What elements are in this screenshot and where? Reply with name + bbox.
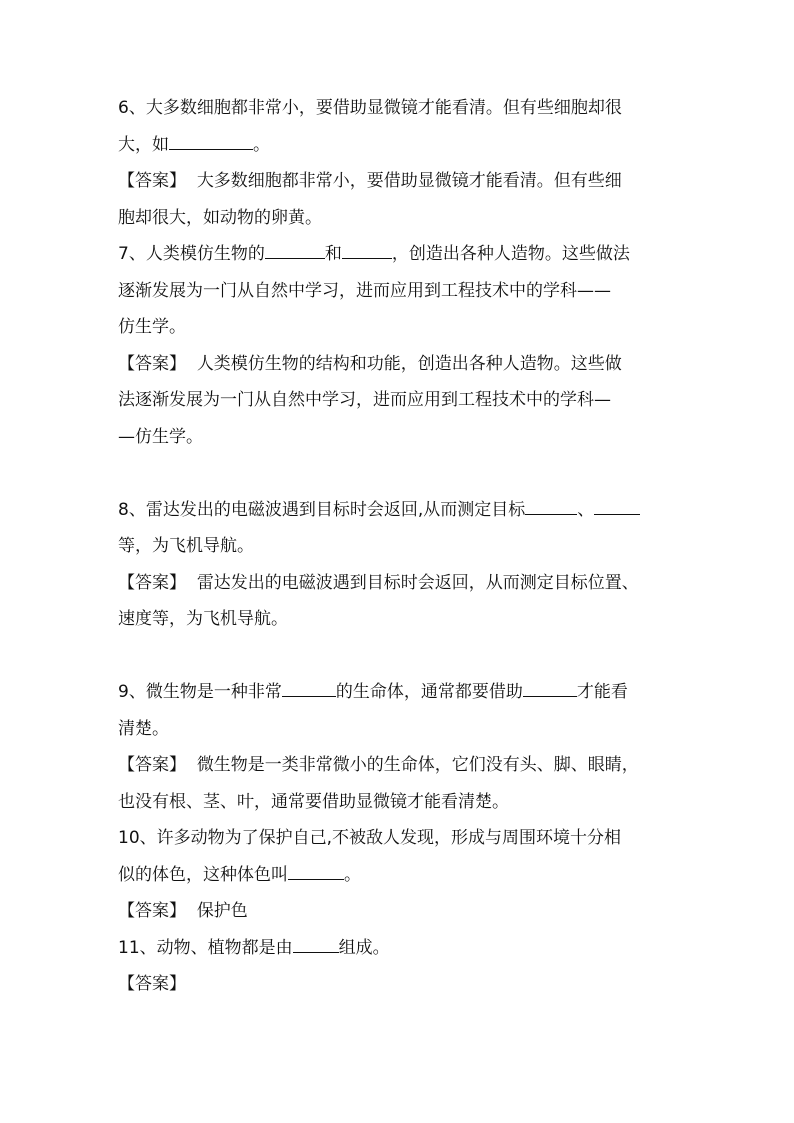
- question-10-line-2: 似的体色，这种体色叫 。: [118, 857, 678, 894]
- question-11-line-1: 11、动物、植物都是由 组成。: [118, 930, 678, 967]
- answer-label: 【答案】: [118, 755, 186, 775]
- question-10-line-1: 10、许多动物为了保护自己,不被敌人发现，形成与周围环境十分相: [118, 828, 622, 848]
- question-6-line-1: 6、大多数细胞都非常小，要借助显微镜才能看清。但有些细胞却很: [118, 98, 622, 118]
- answer-blank: [265, 241, 325, 259]
- answer-10-line-1: 【答案】 保护色: [118, 901, 248, 921]
- answer-blank: [169, 132, 253, 150]
- answer-blank: [525, 497, 577, 515]
- spacer: [118, 638, 678, 675]
- answer-8-line-2: 速度等，为飞机导航。: [118, 609, 288, 629]
- question-7-line-3: 仿生学。: [118, 317, 186, 337]
- question-9-line-2: 清楚。: [118, 718, 169, 739]
- answer-6-line-1: 【答案】 大多数细胞都非常小，要借助显微镜才能看清。但有些细: [118, 171, 622, 191]
- answer-blank: [594, 497, 640, 515]
- answer-6-line-2: 胞却很大，如动物的卵黄。: [118, 207, 322, 228]
- answer-blank: [282, 679, 336, 697]
- question-6-line-2: 大，如 。: [118, 127, 678, 164]
- document-page: [118, 90, 678, 1003]
- answer-blank: [288, 862, 344, 880]
- answer-label: 【答案】: [118, 171, 186, 191]
- answer-7-line-2: 法逐渐发展为一门从自然中学习，进而应用到工程技术中的学科—: [118, 390, 611, 410]
- question-8-line-2: 等，为飞机导航。: [118, 536, 254, 556]
- question-8-line-1: 8、雷达发出的电磁波遇到目标时会返回,从而测定目标 、: [118, 492, 678, 529]
- answer-7-line-3: —仿生学。: [118, 426, 203, 447]
- question-7-line-2: 逐渐发展为一门从自然中学习，进而应用到工程技术中的学科——: [118, 280, 611, 301]
- answer-label: 【答案】: [118, 353, 186, 374]
- answer-9-line-2: 也没有根、茎、叶，通常要借助显微镜才能看清楚。: [118, 791, 509, 812]
- spacer: [118, 455, 678, 492]
- answer-11-line-1: [118, 966, 678, 1003]
- answer-label: 【答案】: [118, 974, 186, 994]
- answer-8-line-1: 【答案】 雷达发出的电磁波遇到目标时会返回，从而测定目标位置、: [118, 572, 639, 593]
- answer-label: 【答案】: [118, 901, 186, 921]
- answer-7-line-1: 【答案】 人类模仿生物的结构和功能，创造出各种人造物。这些做: [118, 353, 622, 374]
- question-7-line-1: 7、人类模仿生物的 和 ，创造出各种人造物。这些做法: [118, 236, 678, 273]
- answer-blank: [293, 935, 339, 953]
- answer-label: 【答案】: [118, 572, 186, 593]
- question-9-line-1: 9、微生物是一种非常 的生命体，通常都要借助 才能看: [118, 674, 678, 711]
- answer-blank: [523, 679, 577, 697]
- answer-9-line-1: 【答案】 微生物是一类非常微小的生命体，它们没有头、脚、眼睛，: [118, 755, 639, 775]
- answer-blank: [342, 241, 392, 259]
